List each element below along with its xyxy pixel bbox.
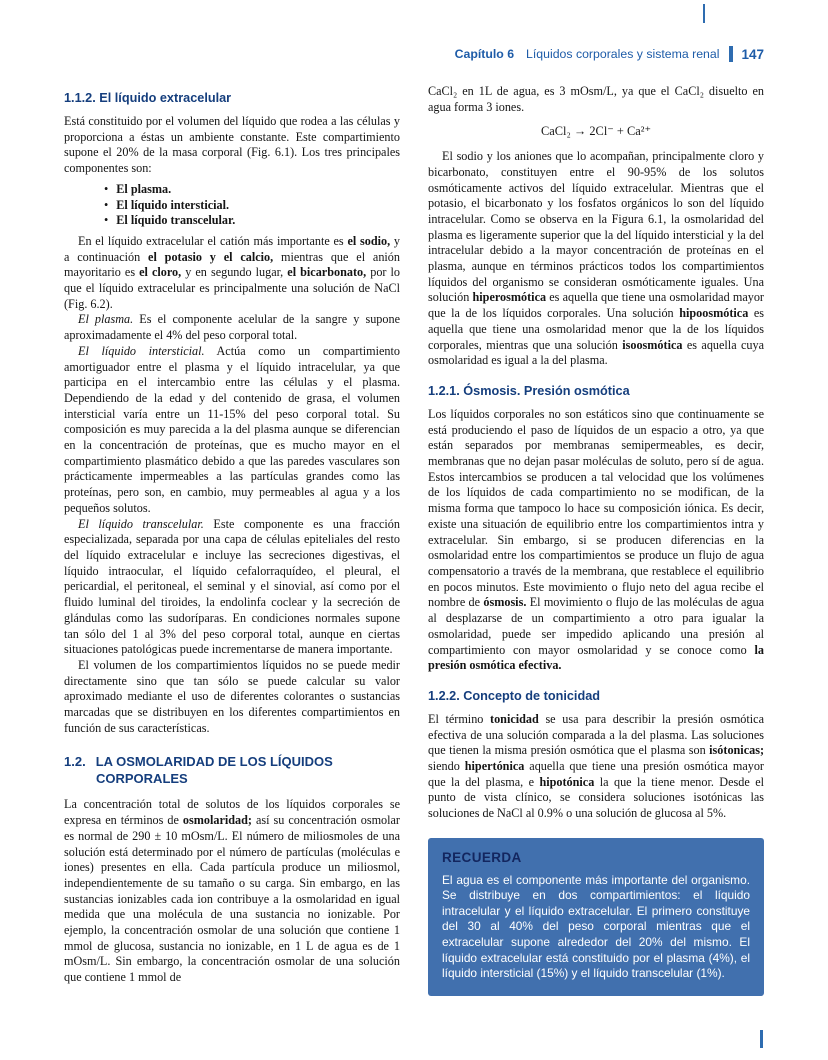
paragraph-cations-anions: En el líquido extracelular el catión más importante es el sodio, y a continuación el potasio y el calcio, mientras que el anión mayoritario es el cloro, y en segundo lugar, el bicarbonato, por lo que el líquido extracelular es principalmente una solución de NaCl (Fig. 6.2). <box>64 233 401 311</box>
bullet-icon: • <box>104 197 109 212</box>
bullet-label: El plasma. <box>116 181 172 196</box>
bullet-item-interstitial <box>104 198 400 214</box>
recuerda-body: El agua es el componente más importante del organismo. Se distribuye en dos compartimientos: el líquido intracelular y el líquido extracelular. El primero constituye del 30 al 40% del peso corporal mientras que el extracelular supone alrededor del 20% del mismo. El líquido extracelular está constituido por el plasma (4%), el líquido intersticial (15%) y el líquido transcelular (1%). <box>442 872 750 981</box>
section-number: 1.2. <box>64 754 86 770</box>
text-columns <box>64 84 764 996</box>
chapter-title: Líquidos corporales y sistema renal <box>526 47 720 61</box>
recuerda-box <box>428 838 764 996</box>
bullet-icon: • <box>104 213 109 228</box>
section-heading-1-2 <box>64 754 400 787</box>
paragraph-sodium-solutes: El sodio y los aniones que lo acompañan, principalmente cloro y bicarbonato, constituyen entre el 90-95% de los solutos osmóticamente activos del líquido extracelular. Mientras que el potasio, el bicarbonato y los fosfatos orgánicos lo son del líquido intracelular. Como se observa en la Figura 6.1, la osmolaridad del plasma es ligeramente superior que la del líquido intersticial y la del intracelular debido a la mayor concentración de proteínas en el plasma, aunque en términos prácticos todos los compartimientos líquidos del organismo se consideran osmóticamente iguales. Una solución hiperosmótica es aquella que tiene una osmolaridad mayor que la de los líquidos corporales. Una solución hipoosmótica es aquella que tiene una osmolaridad menor que la de los líquidos corporales, mientras que una solución isoosmótica es aquella cuya osmolaridad es igual a la del plasma. <box>428 149 764 368</box>
right-column <box>428 84 764 996</box>
left-column <box>64 84 400 996</box>
section-heading-1-1-2: 1.1.2. El líquido extracelular <box>64 91 232 105</box>
paragraph-extracellular-intro: Está constituido por el volumen del líquido que rodea a las células y proporciona a éstas un ambiente constante. Este compartimiento supone el 20% de la masa corporal (Fig. 6.1). Los tres principales componentes son: <box>64 114 400 176</box>
section-title: LA OSMOLARIDAD DE LOS LÍQUIDOS CORPORALES <box>95 754 333 786</box>
bullet-item-plasma <box>104 182 400 198</box>
bullet-item-transcellular <box>104 213 400 229</box>
page-header <box>455 46 764 62</box>
paragraph-plasma: El plasma. Es el componente acelular de la sangre y supone aproximadamente el 4% del peso corporal total. <box>64 312 400 343</box>
bullet-label: El líquido intersticial. <box>116 197 230 212</box>
component-bullet-list <box>104 182 400 229</box>
paragraph-osmosis: Los líquidos corporales no son estáticos sino que continuamente se está produciendo el paso de líquidos de un espacio a otro, ya que están separados por membranas semipermeables, es decir, membranas que no dejan pasar moléculas de soluto, pero sí de agua. Estos intercambios se producen a tal velocidad que los volúmenes de los líquidos de cada compartimiento no se modifican, de la misma forma que tampoco lo hace su composición iónica. Es decir, existe una situación de equilibrio entre los compartimientos intra y extracelular. Sin embargo, si se producen diferencias en la osmolaridad entre los compartimientos se produce un flujo de agua compensatorio a través de la membrana, que restablece el equilibrio en pocos minutos. Este movimiento o flujo neto del agua recibe el nombre de ósmosis. El movimiento o flujo de las moléculas de agua al desplazarse de un compartimiento a otro para igualar la osmolaridad, puede ser impedido aplicando una presión al compartimiento con mayor osmolaridad y se conoce como la presión osmótica efectiva. <box>428 406 764 673</box>
paragraph-osmolarity-intro: La concentración total de solutos de los líquidos corporales se expresa en términos de osmolaridad; así su concentración osmolar es normal de 290 ± 10 mOsm/L. El número de miliosmoles de una solución está determinado por el número de partículas (moléculas e iones) presentes en ella. Cada partícula produce un miliosmol, independientemente de su tamaño o su carga. Sin embargo, en las sustancias ionizables cada ion contribuye a la osmolaridad en igual medida que una molécula de una sustancia no ionizable. Por ejemplo, la concentración osmolar de una solución que contiene 1 mmol de glucosa, sustancia no ionizable, en 1 L de agua es de 1 mOsm/L. Sin embargo, la concentración osmolar de una solución que contiene 1 mmol de <box>64 797 400 985</box>
page-number: 147 <box>741 46 764 62</box>
bottom-edge-rule <box>760 1030 763 1048</box>
header-divider-bar <box>729 46 733 62</box>
paragraph-cacl2-continuation: CaCl₂ en 1L de agua, es 3 mOsm/L, ya que el CaCl₂ disuelto en agua forma 3 iones. <box>428 84 764 114</box>
section-heading-1-2-1: 1.2.1. Ósmosis. Presión osmótica <box>428 383 630 398</box>
paragraph-volume-measurement: El volumen de los compartimientos líquidos no se puede medir directamente sino que tan sólo se puede calcular su valor aproximado mediante el uso de diferentes colorantes o sustancias marcadas que se distribuyen en los diferentes compartimientos en función de sus características. <box>64 657 400 735</box>
chapter-label: Capítulo 6 <box>454 47 515 61</box>
paragraph-interstitial: El líquido intersticial. Actúa como un compartimiento amortiguador entre el plasma y el líquido intracelular, ya que participa en el intercambio entre las células y el plasma. Dependiendo de la edad y del contenido de grasa, el volumen intersticial varía entre un 11-15% del peso corporal total. Su composición es muy parecida a la del plasma aunque se diferencian en la concentración de proteínas, que es mucho mayor en el compartimiento plasmático debido a que las paredes vasculares son prácticamente impermeables a las partículas grandes como las proteínas, pero son, en cambio, muy permeables al agua y a los pequeños solutos. <box>64 343 400 515</box>
bullet-icon: • <box>104 181 109 196</box>
paragraph-tonicity: El término tonicidad se usa para describir la presión osmótica efectiva de una solución comparada a la del plasma. Las soluciones que tienen la misma presión osmótica que el plasma son isótonicas; siendo hipertónica aquella que tiene una presión osmótica mayor que la del plasma, e hipotónica la que la tiene menor. Desde el punto de vista clínico, se considera soluciones isotónicas las soluciones de NaCl al 0.9% o una solución de glucosa al 5%. <box>428 711 764 821</box>
bullet-label: El líquido transcelular. <box>116 213 236 228</box>
paragraph-transcellular: El líquido transcelular. Este componente es una fracción especializada, separada por una capa de células epiteliales del resto del líquido extracelular e incluye las secreciones digestivas, el líquido intraocular, el líquido cefalorraquídeo, el pleural, el pericardial, el peritoneal, el seminal y el sinovial, así como por el fluido luminal del tiroides, la endolinfa coclear y la secreción de glándulas como las sudoríparas. En condiciones normales supone tan sólo del 1 al 3% del peso corporal total, aunque en ciertas situaciones patológicas puede incrementarse de manera importante. <box>64 516 400 657</box>
section-heading-1-2-2: 1.2.2. Concepto de tonicidad <box>428 688 601 703</box>
top-edge-rule <box>703 4 705 23</box>
chemical-equation: CaCl₂ → 2Cl⁻ + Ca²⁺ <box>540 124 652 139</box>
recuerda-title: RECUERDA <box>442 849 522 865</box>
